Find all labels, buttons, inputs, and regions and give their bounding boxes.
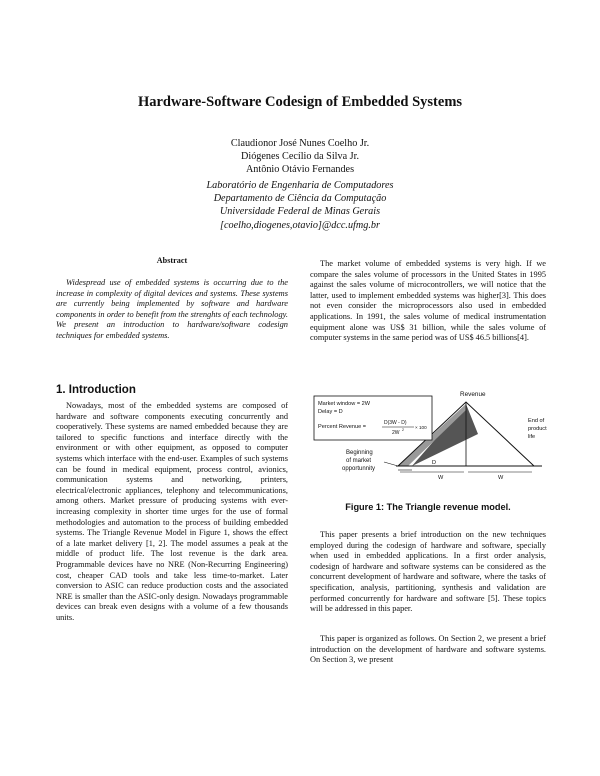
figure-svg	[312, 388, 550, 480]
affiliation-department: Departamento de Ciência da Computação	[213, 193, 387, 205]
formula-numerator: D(3W - D)	[384, 420, 407, 426]
affiliation-block	[0, 179, 600, 232]
introduction-text: Nowadays, most of the embedded systems are composed of hardware and software components executing concurrently and cooperatively. These systems are named embedded because they are tailored to specific functions and interface directly with the environment or with other equipment, as opposed to computer systems which interface with the end-user. Examples of such systems can be found in medical equipment, process control, avionics, communication systems and networking, printers, electrical/electronic appliances, telephony and telecommunications, among others. Market pressure of producing systems with ever-increasing complexity in shorter time urges for the use of formal methodologies and automation to the process of building embedded systems. The Triangle Revenue Model in Figure 1, shows the effect of a late market delivery [1, 2]. The model assumes a peak at the middle of product life. The lost revenue is the dark area. Programmable devices have no NRE (Non-Recurring Engineering) cost, cheaper CAD tools and take less time-to-market. Later conversion to ASIC can reduce production costs and the associated NRE is smaller than the ASIC-only design. Nowadays programmable devices can break even designs with a volume of a few thousands units.	[56, 401, 288, 622]
body-paragraph: This paper is organized as follows. On Section 2, we present a brief introduction on the development of hardware and software systems. On Section 3, we present	[310, 634, 546, 665]
percent-revenue-label: Percent Revenue =	[318, 424, 367, 430]
delay-marker-label: D	[432, 460, 437, 466]
end-label-2: product	[528, 426, 547, 432]
section-heading-introduction: 1. Introduction	[56, 384, 136, 396]
author-name: Antônio Otávio Fernandes	[245, 164, 355, 176]
body-paragraph: The market volume of embedded systems is very high. If we compare the sales volume of processors in the United States in 1995 against the sales volume of microcontrollers, we will notice that the latter, used to implement embedded systems was higher[3]. This does not even consider the microprocessors also used in embedded applications. In 1991, the sales volume of medical instrumentation equipment alone was US$ 31 billion, while the sales volume of computer systems in the same period was of US$ 46.5 billions[4].	[310, 259, 546, 343]
w-label-right: W	[498, 475, 504, 480]
formula-exponent: 2	[402, 428, 404, 432]
beginning-label-3: opportunnity	[342, 466, 376, 472]
body-paragraph: This paper presents a brief introduction on the new techniques employed during the codesign of hardware and software, specially when used in embedded applications. In a first order analysis, codesign of hardware and software systems can be considered as the concurrent development of hardware and software, where the tasks of specification, analysis, partitioning, synthesis and validation are performed concurrently for hardware and software [5]. These topics will be addressed in this paper.	[310, 530, 546, 614]
affiliation-lab: Laboratório de Engenharia de Computadores	[206, 180, 394, 191]
figure-caption: Figure 1: The Triangle revenue model.	[345, 502, 511, 512]
beginning-label-1: Beginning	[346, 450, 373, 456]
beginning-label-2: of market	[346, 458, 372, 464]
abstract-text: Widespread use of embedded systems is occurring due to the increase in complexity of digital devices and systems. These systems are currently being implemented by software and hardware components in order to benefit from the strenghts of each technology. We present an introduction to hardware/software codesign techniques for embedded systems.	[56, 278, 288, 340]
affiliation-email: [coelho,diogenes,otavio]@dcc.ufmg.br	[220, 219, 380, 231]
end-label-3: life	[528, 434, 536, 440]
market-window-label: Market window = 2W	[318, 401, 371, 407]
delay-label: Delay = D	[318, 409, 343, 415]
formula-denominator: 2W	[392, 430, 400, 436]
beginning-pointer	[384, 462, 398, 466]
affiliation-university: Universidade Federal de Minas Gerais	[219, 206, 381, 218]
paper-title: Hardware-Software Codesign of Embedded Systems	[137, 94, 463, 110]
formula-multiplier: × 100	[415, 425, 427, 430]
revenue-label: Revenue	[460, 391, 486, 398]
author-list	[0, 137, 600, 177]
w-label-left: W	[438, 475, 444, 480]
triangle-revenue-figure	[312, 388, 550, 480]
abstract-heading: Abstract	[156, 256, 188, 265]
author-name: Claudionor José Nunes Coelho Jr.	[230, 138, 370, 149]
end-label-1: End of	[528, 418, 545, 424]
author-name: Diógenes Cecílio da Silva Jr.	[241, 151, 359, 163]
